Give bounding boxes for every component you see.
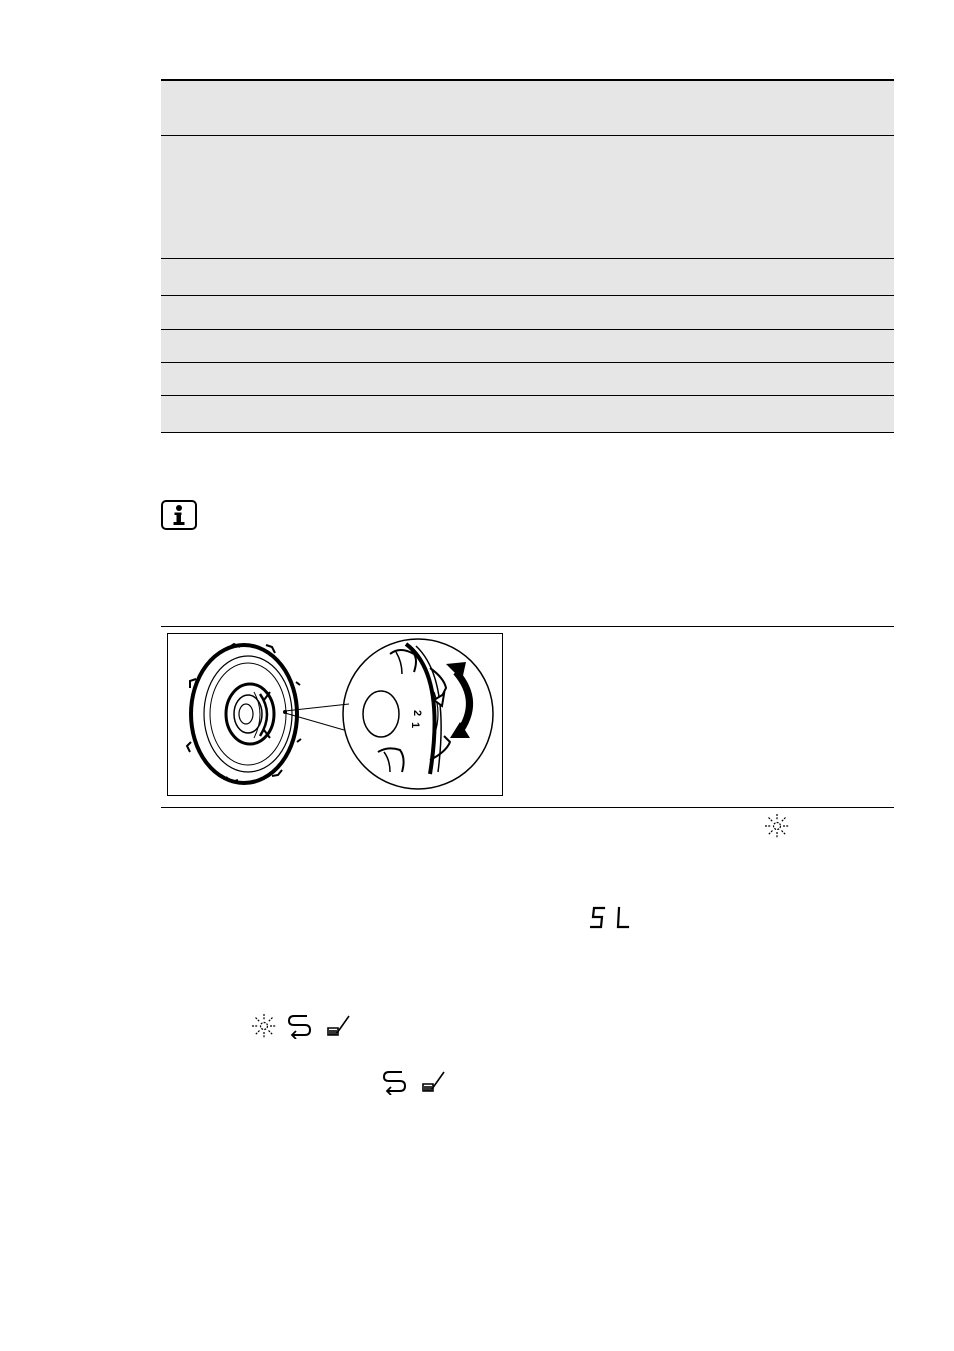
rotate-arrow-icon [446, 662, 470, 738]
sun-icon [764, 813, 790, 839]
segment-display-readout [590, 906, 632, 930]
table-row [161, 259, 894, 296]
dial-illustration [167, 633, 503, 796]
dial-mark-2: 2 [411, 710, 423, 717]
dial-mark-1: 1 [409, 722, 421, 729]
dial-figure-section [161, 626, 894, 808]
table-row [161, 81, 894, 136]
salt-brush-icon [421, 1069, 447, 1095]
rinse-aid-icon [382, 1069, 408, 1095]
table-row [161, 363, 894, 396]
table-row [161, 330, 894, 363]
info-icon [161, 500, 197, 530]
table-row [161, 136, 894, 259]
table-row [161, 296, 894, 330]
rinse-aid-icon [287, 1013, 313, 1039]
sun-icon [251, 1013, 277, 1039]
figure-top-rule [161, 626, 894, 627]
salt-brush-icon [326, 1013, 352, 1039]
figure-bottom-rule [161, 807, 894, 808]
table-row [161, 396, 894, 433]
